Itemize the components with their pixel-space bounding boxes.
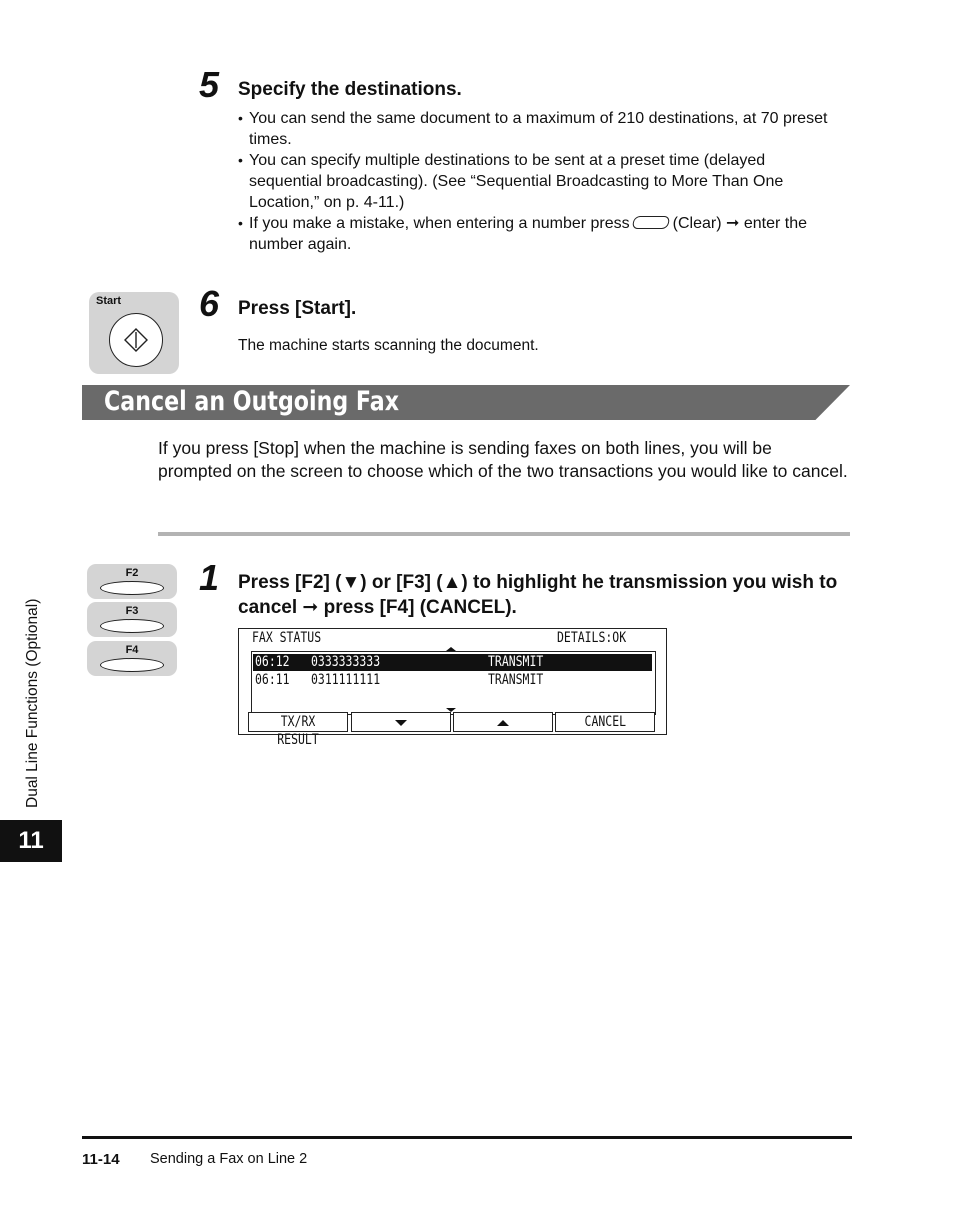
f3-key-icon: [100, 619, 164, 633]
step-5-title: Specify the destinations.: [238, 79, 462, 100]
chapter-tab: 11: [0, 820, 62, 862]
clear-key-icon: [631, 216, 670, 229]
step-6-number: 6: [199, 283, 220, 324]
start-key-label: Start: [96, 295, 122, 307]
fax-status-screen: [238, 628, 667, 748]
start-diamond-icon: [109, 313, 163, 367]
scroll-up-button[interactable]: [453, 712, 553, 732]
step-5-bullet-3: • If you make a mistake, when entering a number press (Clear) ➞ enter the number again.: [238, 213, 838, 255]
f4-key-illustration: [87, 641, 177, 676]
lcd-title: FAX STATUS: [252, 630, 322, 646]
f4-key-label: F4: [125, 644, 139, 656]
step-1-number: 1: [199, 557, 220, 598]
step-5-bullet-2: • You can specify multiple destinations to be sent at a preset time (delayed sequential broadcasting). (See “Sequential Broadcasting to More Than One Location,” on p. 4-11.): [238, 150, 838, 213]
transmission-list: [251, 651, 656, 715]
arrow-down-icon: [394, 719, 408, 727]
f4-key-icon: [100, 658, 164, 672]
side-tab-text: Dual Line Functions (Optional): [24, 598, 41, 808]
section-title: Cancel an Outgoing Fax: [104, 386, 399, 417]
f2-key-label: F2: [125, 567, 139, 579]
lcd-details-label: DETAILS:OK: [557, 630, 627, 646]
f3-key-illustration: [87, 602, 177, 637]
arrow-up-icon: [496, 719, 510, 727]
start-button-icon: [109, 313, 163, 367]
step-5-bullet-1: • You can send the same document to a maximum of 210 destinations, at 70 preset times.: [238, 108, 838, 150]
footer-rule: [82, 1136, 852, 1139]
step-6-title: Press [Start].: [238, 298, 357, 319]
f3-key-label: F3: [125, 605, 139, 617]
f2-key-icon: [100, 581, 164, 595]
cancel-button[interactable]: CANCEL: [555, 712, 655, 732]
page-number: 11-14: [82, 1151, 120, 1168]
step-6-description: The machine starts scanning the document.: [238, 337, 539, 354]
transmission-row-selected[interactable]: 06:12 0333333333 TRANSMIT: [253, 654, 652, 671]
step-5-number: 5: [199, 64, 220, 105]
start-key-illustration: [89, 292, 179, 374]
transmission-row[interactable]: 06:11 0311111111 TRANSMIT: [255, 672, 544, 688]
step-1-title: Press [F2] (▼) or [F3] (▲) to highlight he transmission you wish to cancel ➞ press [F4] (CANCEL).: [238, 572, 838, 618]
scroll-down-button[interactable]: [351, 712, 451, 732]
section-divider: [158, 532, 850, 536]
tx-rx-result-button[interactable]: TX/RX RESULT: [248, 712, 348, 732]
step-5-bullets: [238, 108, 838, 255]
f2-key-illustration: [87, 564, 177, 599]
footer-title: Sending a Fax on Line 2: [150, 1151, 308, 1167]
section-intro: If you press [Stop] when the machine is sending faxes on both lines, you will be prompted on the screen to choose which of the two transactions you would like to cancel.: [158, 438, 848, 481]
